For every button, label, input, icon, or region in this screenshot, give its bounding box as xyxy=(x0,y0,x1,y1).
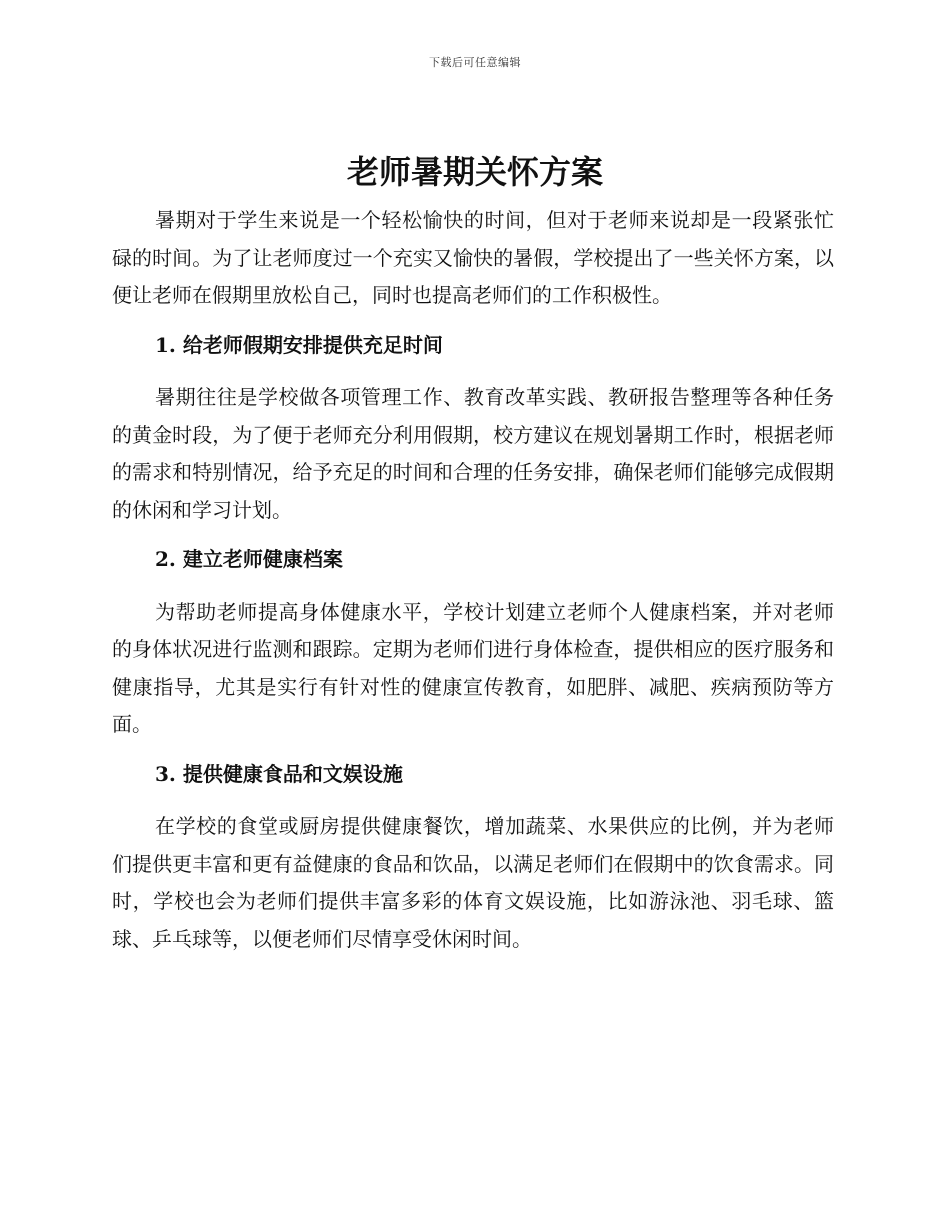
section-1-heading: 1. 给老师假期安排提供充足时间 xyxy=(155,332,443,357)
document-title: 老师暑期关怀方案 xyxy=(346,153,603,191)
intro-paragraph: 暑期对于学生来说是一个轻松愉快的时间，但对于老师来说却是一段紧张忙碌的时间。为了让老师度过一个充实又愉快的暑假，学校提出了一些关怀方案，以便让老师在假期里放松自己，同时也提高老师们的工作积极性。 xyxy=(112,208,834,307)
section-3-heading: 3. 提供健康食品和文娱设施 xyxy=(155,761,403,786)
document-body xyxy=(112,202,834,958)
section-2-paragraph: 为帮助老师提高身体健康水平，学校计划建立老师个人健康档案，并对老师的身体状况进行监测和跟踪。定期为老师们进行身体检查，提供相应的医疗服务和健康指导，尤其是实行有针对性的健康宣传教育，如肥胖、减肥、疾病预防等方面。 xyxy=(112,599,834,736)
page-header-note: 下载后可任意编辑 xyxy=(429,56,521,69)
section-1-paragraph: 暑期往往是学校做各项管理工作、教育改革实践、教研报告整理等各种任务的黄金时段，为了便于老师充分利用假期，校方建议在规划暑期工作时，根据老师的需求和特别情况，给予充足的时间和合理的任务安排，确保老师们能够完成假期的休闲和学习计划。 xyxy=(112,385,834,522)
section-3-paragraph: 在学校的食堂或厨房提供健康餐饮，增加蔬菜、水果供应的比例，并为老师们提供更丰富和更有益健康的食品和饮品，以满足老师们在假期中的饮食需求。同时，学校也会为老师们提供丰富多彩的体育文娱设施，比如游泳池、羽毛球、篮球、乒乓球等，以便老师们尽情享受休闲时间。 xyxy=(112,814,834,951)
section-2-heading: 2. 建立老师健康档案 xyxy=(155,547,343,571)
